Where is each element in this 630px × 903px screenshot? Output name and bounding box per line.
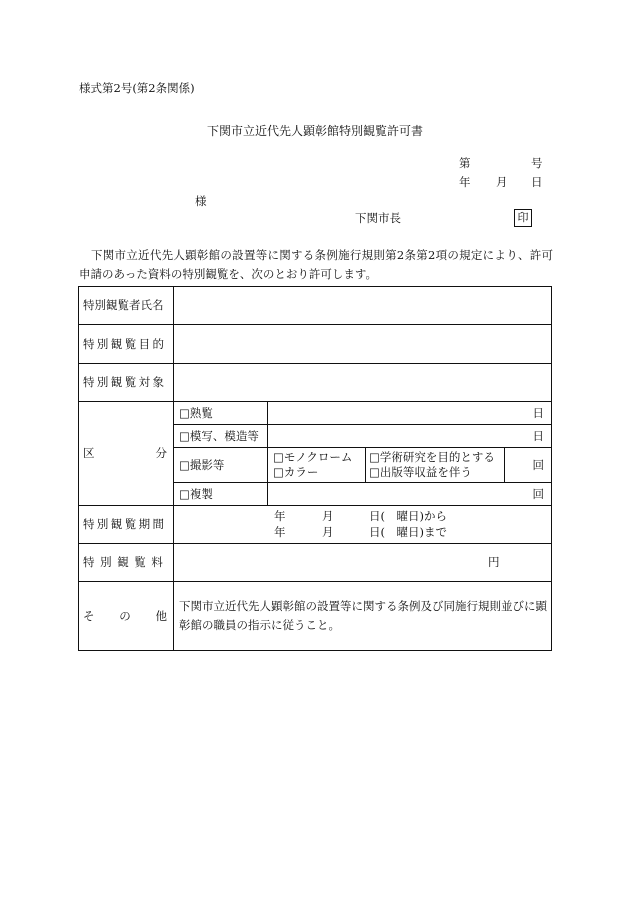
date-day-label: 日	[531, 175, 543, 189]
seal-box: 印	[514, 209, 532, 227]
period-from-month: 月	[322, 509, 334, 523]
fee-unit: 円	[488, 555, 500, 569]
fee-label: 特別観覧料	[83, 555, 169, 570]
publication-profit-checkbox[interactable]: □出版等収益を伴う	[369, 465, 472, 479]
applicant-name-field[interactable]	[174, 287, 551, 324]
table-border-left	[78, 286, 79, 651]
issue-number-prefix: 第	[459, 156, 471, 170]
table-border-right	[551, 286, 552, 651]
issue-number-suffix: 号	[531, 156, 543, 170]
document-title: 下関市立近代先人顕彰館特別観覧許可書	[206, 124, 423, 138]
viewing-unit: 日	[532, 405, 544, 420]
period-to-year: 年	[274, 525, 286, 539]
date-month-label: 月	[496, 175, 508, 189]
monochrome-checkbox[interactable]: □モノクローム	[273, 450, 353, 464]
copying-unit: 日	[532, 428, 544, 443]
color-checkbox[interactable]: □カラー	[273, 465, 319, 479]
viewing-checkbox[interactable]: □熟覧	[179, 405, 213, 420]
other-label	[83, 582, 169, 650]
period-label: 特別観覧期間	[83, 517, 167, 532]
other-label-b: の	[119, 608, 131, 623]
fee-field[interactable]	[174, 544, 551, 581]
purpose-field[interactable]	[174, 325, 551, 363]
academic-research-checkbox[interactable]: □学術研究を目的とする	[369, 450, 495, 464]
photo-type-options	[273, 448, 365, 482]
other-label-c: 他	[155, 608, 167, 623]
period-from-year: 年	[274, 509, 286, 523]
target-label: 特別観覧対象	[83, 375, 167, 390]
date-year-label: 年	[459, 175, 471, 189]
photography-unit: 回	[532, 457, 544, 472]
target-field[interactable]	[174, 364, 551, 401]
applicant-name-label: 特別観覧者氏名	[83, 298, 164, 313]
period-to-day: 日( 曜日)まで	[369, 525, 447, 539]
photo-purpose-options	[369, 448, 504, 482]
intro-paragraph: 下関市立近代先人顕彰館の設置等に関する条例施行規則第2条第2項の規定により、許可申請のあった資料の特別観覧を、次のとおり許可します。	[79, 248, 553, 281]
photography-checkbox[interactable]: □撮影等	[179, 457, 225, 472]
issuer-title: 下関市長	[355, 211, 401, 225]
other-notes: 下関市立近代先人顕彰館の設置等に関する条例及び同施行規則並びに顕彰館の職員の指示に従うこと。	[179, 599, 547, 632]
purpose-label: 特別観覧目的	[83, 336, 167, 351]
photo-type-divider	[365, 447, 366, 482]
category-label-left: 区	[83, 446, 95, 461]
period-to-month: 月	[322, 525, 334, 539]
category-label-right: 分	[155, 446, 167, 461]
period-from-day: 日( 曜日)から	[369, 509, 447, 523]
reproduction-checkbox[interactable]: □複製	[179, 486, 213, 501]
category-label	[83, 402, 169, 505]
copying-checkbox[interactable]: □模写、模造等	[179, 428, 259, 443]
recipient-honorific: 様	[195, 194, 207, 208]
reproduction-unit: 回	[532, 486, 544, 501]
form-number: 様式第2号(第2条関係)	[79, 81, 195, 95]
other-label-a: そ	[83, 608, 95, 623]
table-border-bottom	[78, 650, 552, 651]
